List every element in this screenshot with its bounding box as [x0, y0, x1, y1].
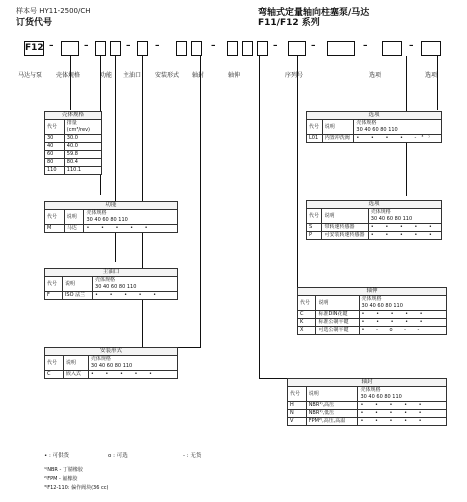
table-cell: 80 [45, 159, 65, 167]
table-title: 功能 [45, 202, 178, 210]
code-box-mount [137, 41, 148, 56]
table-title: 主油口 [45, 269, 178, 277]
table-mounting [44, 347, 178, 379]
label-mounting: 安装形式 [155, 72, 180, 79]
row-desc: FPM²⁾,高压,高温 [306, 418, 358, 426]
code-dash: – [273, 41, 278, 51]
table-cell: 110 [45, 167, 65, 175]
table-function [44, 201, 178, 233]
table-cell: 30 [45, 135, 65, 143]
code-dash: – [84, 41, 89, 51]
legend-standard: • : 可供货 [44, 453, 70, 459]
code-box-option-a [382, 41, 402, 56]
code-box-option-1 [288, 41, 306, 56]
row-marks: • • • • • [358, 418, 447, 426]
col-desc: 说明 [63, 356, 88, 371]
legend-optional: o : 可选 [108, 453, 128, 459]
code-box-serial-1 [227, 41, 238, 56]
code-box-size [61, 41, 79, 56]
row-desc: ISO 法兰 [62, 292, 92, 300]
row-code: X [298, 327, 316, 335]
code-box-shaft [191, 41, 202, 56]
row-desc: 内置冲洗阀 [322, 135, 354, 143]
row-desc: 可安装转速传感器 [322, 232, 368, 240]
table-cell: 40 [45, 143, 65, 151]
leader-line-seal [259, 56, 260, 378]
table-option-flush [306, 111, 442, 143]
row-desc: 标准公制平键 [316, 319, 359, 327]
col-code: 代号 [45, 356, 64, 371]
label-serial: 序列号 [285, 72, 304, 79]
table-cell: 40.0 [64, 143, 101, 151]
leader-line-size [70, 56, 71, 110]
row-code: S [307, 224, 322, 232]
row-marks: • • • • • [368, 232, 441, 240]
table-cell: 110.1 [64, 167, 101, 175]
col-code: 代号 [307, 209, 322, 224]
row-marks: • • • • • [88, 371, 177, 379]
row-code: F [45, 292, 63, 300]
col-size: 壳体规格 30 40 60 80 110 [368, 209, 441, 224]
table-cell: 30.0 [64, 135, 101, 143]
code-box-option-b [421, 41, 441, 56]
col-size: 壳体规格 30 40 60 80 110 [88, 356, 177, 371]
row-code: K [298, 319, 316, 327]
col-desc: 说明 [322, 209, 368, 224]
code-dash: – [155, 41, 160, 51]
code-dash: – [311, 41, 316, 51]
row-desc: NBR¹⁾,低压 [306, 410, 358, 418]
row-marks: • • • • • [359, 311, 446, 319]
code-dash: – [49, 41, 54, 51]
code-dash: – [363, 41, 368, 51]
col-size: 壳体规格 30 40 60 80 110 [359, 296, 446, 311]
col-size: 壳体规格 30 40 60 80 110 [93, 277, 178, 292]
row-desc: 可选公制平键 [316, 327, 359, 335]
table-shaft [297, 287, 447, 335]
col-code: 代号 [45, 277, 63, 292]
table-shaft-seal [287, 378, 447, 426]
row-marks: • • • • • [358, 410, 447, 418]
row-desc: NBR¹⁾,高压 [306, 402, 358, 410]
row-code: H [288, 402, 307, 410]
row-code: N [288, 410, 307, 418]
leader-line-mount-v [200, 56, 201, 348]
code-box-serial-2 [242, 41, 253, 56]
row-desc: 带转速传感器 [322, 224, 368, 232]
label-option-b: 选项 [425, 72, 438, 79]
section-title: 订货代号 [16, 18, 53, 28]
row-code: C [45, 371, 64, 379]
footnote-nbr: ¹⁾NBR - 丁腈橡胶 [44, 467, 83, 473]
label-shaft-seal: 轴封 [192, 72, 205, 79]
footnote-f12-110: ³⁾F12-110: 偏作阀块(36 cc) [44, 485, 109, 491]
label-motor-pump: 马达与泵 [18, 72, 43, 79]
col-size: 壳体规格 30 40 60 80 110 [358, 387, 447, 402]
leader-line-shaft [297, 56, 298, 291]
leader-line-seal-h [259, 378, 287, 379]
col-desc: 说明 [64, 210, 84, 225]
col-desc: 说明 [322, 120, 354, 135]
col-code: 代号 [288, 387, 307, 402]
code-dash: – [409, 41, 414, 51]
row-code: L01 [307, 135, 323, 143]
table-option-sensor [306, 200, 442, 240]
table-main-port [44, 268, 178, 300]
table-title: 选项 [307, 201, 442, 209]
row-marks: • • • • • [84, 225, 178, 233]
footnote-fpm: ²⁾FPM - 氟橡胶 [44, 476, 78, 482]
code-box-port [110, 41, 121, 56]
row-desc: 嵌入式 [63, 371, 88, 379]
label-frame-size: 壳体规格 [56, 72, 81, 79]
table-cell: 59.8 [64, 151, 101, 159]
col-code: 代号 [45, 210, 65, 225]
label-function: 功能 [100, 72, 113, 79]
col-size: 壳体规格 30 40 60 80 110 [354, 120, 442, 135]
row-code: V [288, 418, 307, 426]
col-desc: 说明 [62, 277, 92, 292]
code-dash: – [126, 41, 131, 51]
row-marks: • - o - - [359, 327, 446, 335]
table-title: 安装形式 [45, 348, 178, 356]
code-box-serial-no [327, 41, 355, 56]
table-title: 轴伸 [298, 288, 447, 296]
row-desc: 标准DIN花键 [316, 311, 359, 319]
code-box-seal [176, 41, 187, 56]
table-title: 选项 [307, 112, 442, 120]
label-shaft: 轴伸 [228, 72, 241, 79]
col-displacement: 排量 (cm³/rev) [64, 120, 101, 135]
row-code: C [298, 311, 316, 319]
row-marks: • • • • • [93, 292, 178, 300]
row-marks: • • • • • [368, 224, 441, 232]
leader-line-option-b [437, 56, 438, 110]
series-title: F11/F12 系列 [258, 18, 320, 28]
row-code: M [45, 225, 65, 233]
code-box-series: F12 [24, 41, 44, 56]
row-desc: 马达 [64, 225, 84, 233]
page-title: 弯轴式定量轴向柱塞泵/马达 [258, 8, 370, 18]
code-dash: – [211, 41, 216, 51]
row-code: P [307, 232, 322, 240]
row-marks: • • • • • [358, 402, 447, 410]
table-title: 壳体规格 [45, 112, 102, 120]
row-marks: • • • • • [359, 319, 446, 327]
table-cell: 60 [45, 151, 65, 159]
table-title: 轴封 [288, 379, 447, 387]
col-code: 代号 [307, 120, 323, 135]
label-option-a: 选项 [369, 72, 382, 79]
table-frame-size [44, 111, 102, 175]
code-box-function [95, 41, 106, 56]
col-desc: 说明 [306, 387, 358, 402]
col-size: 壳体规格 30 40 60 80 110 [84, 210, 178, 225]
code-box-serial-3 [257, 41, 268, 56]
legend-unavailable: - : 无货 [183, 453, 202, 459]
catalog-ref: 样本号 HY11-2500/CH [16, 7, 91, 15]
row-marks: • • • • -³⁾ [354, 135, 442, 143]
col-desc: 说明 [316, 296, 359, 311]
col-code: 代号 [45, 120, 65, 135]
col-code: 代号 [298, 296, 316, 311]
table-cell: 80.4 [64, 159, 101, 167]
label-main-port: 主油口 [123, 72, 142, 79]
